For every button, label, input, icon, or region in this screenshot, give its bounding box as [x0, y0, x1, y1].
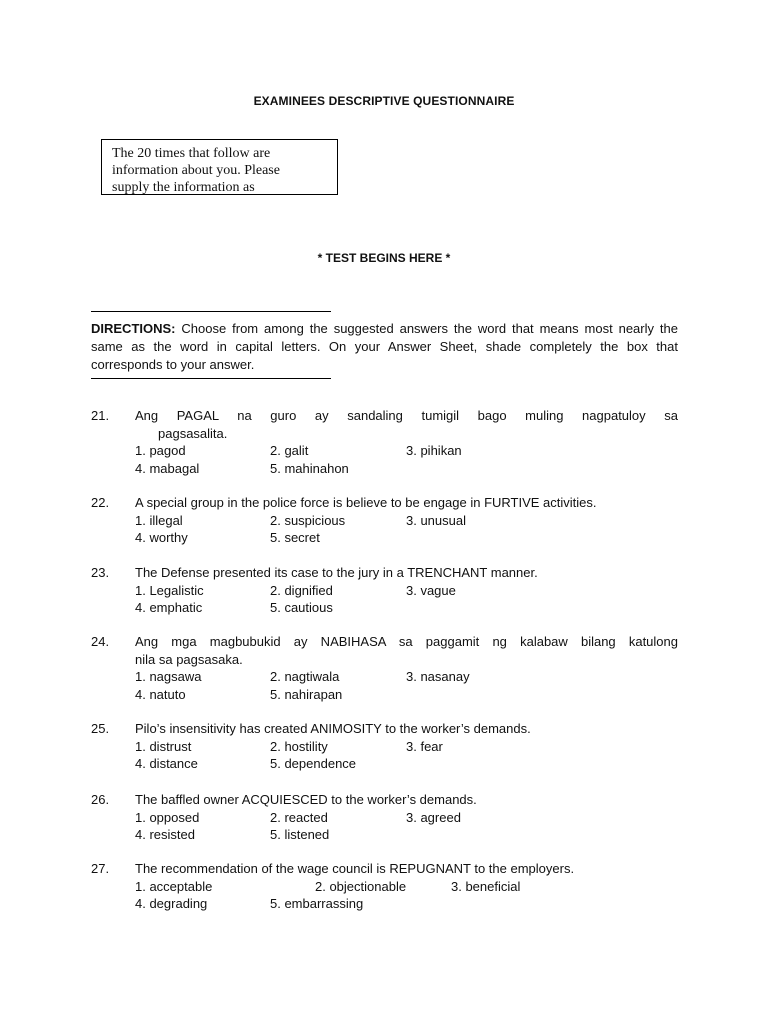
divider-top	[91, 311, 331, 312]
answer-option: 2. galit	[270, 443, 309, 458]
options-row	[135, 686, 678, 704]
question-item	[91, 860, 678, 913]
answer-option: 1. Legalistic	[135, 582, 204, 598]
options-row	[135, 755, 678, 773]
answer-option: 3. agreed	[406, 809, 461, 825]
options-row	[135, 460, 678, 478]
options-row	[135, 895, 678, 913]
answer-option: 2. suspicious	[270, 512, 346, 528]
question-text-continued: nila sa pagsasaka.	[135, 651, 243, 667]
question-text: The baffled owner ACQUIESCED to the worker’s demands.	[135, 792, 477, 807]
answer-option: 1. nagsawa	[135, 669, 202, 684]
answer-option: 5. cautious	[270, 600, 333, 615]
question-number: 23.	[91, 565, 110, 580]
directions-label: DIRECTIONS:	[91, 321, 176, 336]
answer-option: 3. pihikan	[406, 443, 462, 458]
answer-option: 4. natuto	[135, 686, 186, 702]
test-begins-heading: * TEST BEGINS HERE *	[317, 251, 451, 265]
options-row	[135, 738, 678, 756]
question-text: The recommendation of the wage council is REPUGNANT to the employers.	[135, 861, 575, 876]
info-line: information about you. Please	[112, 163, 280, 178]
answer-option: 4. emphatic	[135, 600, 203, 615]
options-row	[135, 878, 678, 896]
question-text: Ang PAGAL na guro ay sandaling tumigil bago muling nagpatuloy sa	[135, 408, 678, 423]
answer-option: 3. vague	[406, 582, 456, 598]
options-row	[135, 582, 678, 600]
answer-option: 4. degrading	[135, 896, 208, 911]
question-item	[91, 407, 678, 477]
question-number: 21.	[91, 408, 110, 423]
options-row	[135, 599, 678, 617]
question-text: The Defense presented its case to the jury in a TRENCHANT manner.	[135, 565, 538, 580]
answer-option: 5. dependence	[270, 756, 357, 771]
options-row	[135, 668, 678, 686]
directions-paragraph	[91, 320, 678, 374]
question-number: 22.	[91, 495, 110, 510]
question-text-continued: pagsasalita.	[158, 425, 228, 441]
answer-option: 1. opposed	[135, 809, 200, 825]
answer-option: 4. resisted	[135, 827, 195, 842]
answer-option: 5. listened	[270, 827, 330, 842]
answer-option: 5. secret	[270, 530, 320, 545]
question-text: A special group in the police force is believe to be engage in FURTIVE activities.	[135, 495, 597, 510]
question-item	[91, 633, 678, 703]
options-row	[135, 529, 678, 547]
options-row	[135, 809, 678, 827]
answer-option: 3. unusual	[406, 512, 466, 528]
answer-option: 1. pagod	[135, 443, 186, 458]
info-line: The 20 times that follow are	[112, 146, 271, 161]
answer-option: 4. distance	[135, 756, 198, 771]
answer-option: 2. hostility	[270, 738, 328, 754]
answer-option: 2. reacted	[270, 809, 328, 825]
info-line: supply the information as	[112, 180, 255, 195]
question-number: 26.	[91, 792, 110, 807]
question-number: 25.	[91, 721, 110, 736]
question-item	[91, 720, 678, 773]
answer-option: 5. mahinahon	[270, 460, 349, 476]
answer-option: 2. dignified	[270, 582, 333, 598]
answer-option: 1. illegal	[135, 512, 183, 528]
answer-option: 3. nasanay	[406, 669, 470, 684]
answer-option: 2. objectionable	[315, 878, 407, 894]
information-box	[101, 139, 338, 195]
question-number: 24.	[91, 634, 110, 649]
page-title: EXAMINEES DESCRIPTIVE QUESTIONNAIRE	[253, 94, 515, 108]
options-row	[135, 826, 678, 844]
answer-option: 1. distrust	[135, 738, 192, 754]
question-text: Pilo’s insensitivity has created ANIMOSITY to the worker’s demands.	[135, 721, 531, 736]
divider-bottom	[91, 378, 331, 379]
question-item	[91, 791, 678, 844]
answer-option: 3. fear	[406, 738, 443, 754]
answer-option: 4. mabagal	[135, 460, 200, 476]
answer-option: 5. embarrassing	[270, 896, 364, 911]
question-number: 27.	[91, 861, 110, 876]
answer-option: 1. acceptable	[135, 878, 213, 894]
answer-option: 2. nagtiwala	[270, 669, 340, 684]
answer-option: 3. beneficial	[451, 878, 521, 894]
options-row	[135, 442, 678, 460]
options-row	[135, 512, 678, 530]
answer-option: 5. nahirapan	[270, 686, 343, 702]
directions-text: Choose from among the suggested answers the word that means most nearly the same as the word in capital letters. On your Answer Sheet, shade completely the box that corresponds to your answer.	[91, 321, 678, 372]
answer-option: 4. worthy	[135, 530, 188, 545]
question-item	[91, 564, 678, 617]
question-text: Ang mga magbubukid ay NABIHASA sa paggamit ng kalabaw bilang katulong	[135, 634, 678, 649]
question-item	[91, 494, 678, 547]
